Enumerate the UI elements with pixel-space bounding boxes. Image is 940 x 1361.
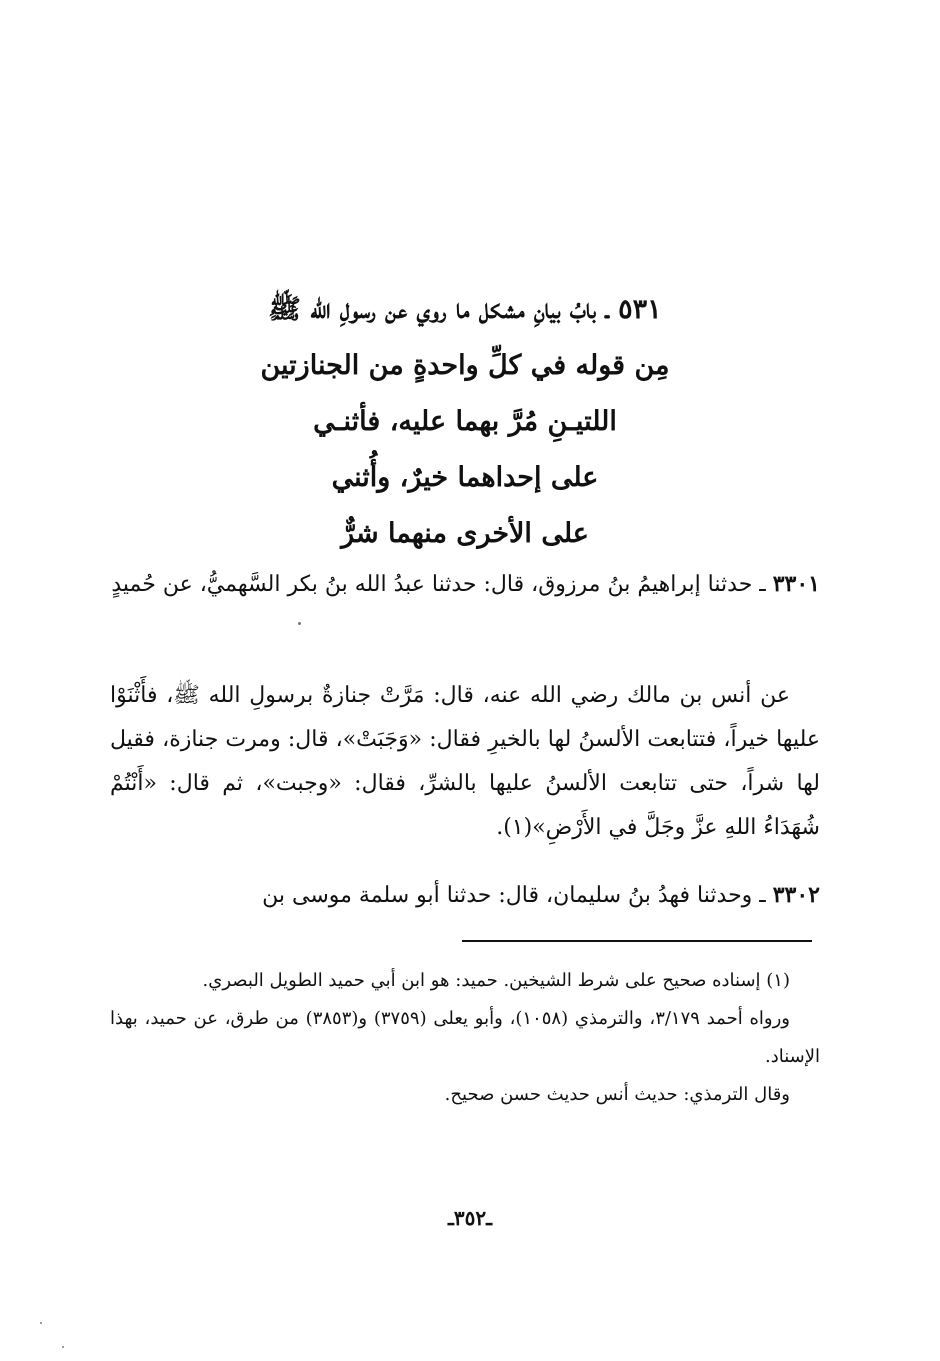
- hadith-chain-text: ـ وحدثنا فهدُ بنُ سليمان، قال: حدثنا أبو سلمة موسى بن: [262, 883, 766, 908]
- hadith-number: ٣٣٠١: [772, 571, 820, 597]
- chapter-heading-line-5: على الأخرى منهما شرٌّ: [341, 518, 589, 549]
- hadith-3301-matn: عن أنس بن مالك رضي الله عنه، قال: مَرَّتْ جنازةٌ برسولِ الله ﷺ، فأَثْنَوْا عليها خيراً، فتتابعت الألسنُ لها بالخيرِ فقال: «وَجَبَتْ»، قال: ومرت جنازة، فقيل لها شراً، حتى تتابعت الألسنُ عليها بالشرِّ، فقال: «وجبت»، ثم قال: «أَنْتُمْ شُهَدَاءُ اللهِ عزَّ وجَلَّ في الأَرْضِ»(١).: [110, 683, 820, 840]
- hadith-number: ٣٣٠٢: [772, 882, 820, 908]
- footnote-divider: [462, 940, 812, 942]
- scan-speck: [62, 1346, 64, 1348]
- chapter-heading-line-3: اللتيـنِ مُرَّ بهما عليه، فأثنـي: [313, 406, 617, 437]
- chapter-heading-line-4: على إحداهما خيرٌ، وأُثني: [331, 462, 599, 493]
- page-number: ـ٣٥٢ـ: [448, 1206, 492, 1230]
- footnote-1: (١) إسناده صحيح على شرط الشيخين. حميد: هو ابن أبي حميد الطويل البصري.: [202, 970, 790, 991]
- hadith-chain-text: ـ حدثنا إبراهيمُ بنُ مرزوق، قال: حدثنا عبدُ الله بنُ بكر السَّهميُّ، عن حُميدٍ: [111, 572, 766, 597]
- chapter-heading-line-2: مِن قوله في كلِّ واحدةٍ من الجنازتين: [260, 350, 670, 381]
- scan-speck: [40, 1322, 42, 1324]
- hadith-3302-isnad: [110, 873, 820, 918]
- chapter-heading: [110, 282, 820, 562]
- chapter-heading-line-1: ٥٣١ ـ بابُ بيانِ مشكل ما روي عن رسولِ الله ﷺ: [268, 294, 662, 325]
- footnote-2: ورواه أحمد ٣/١٧٩، والترمذي (١٠٥٨)، وأبو يعلى (٣٧٥٩) و(٣٨٥٣) من طرق، عن حميد، بهذا الإسناد.: [110, 1008, 820, 1067]
- scan-speck: [298, 622, 301, 625]
- footnotes: [110, 962, 820, 1114]
- footnote-3: وقال الترمذي: حديث أنس حديث حسن صحيح.: [444, 1084, 790, 1105]
- hadith-3301-isnad: [110, 562, 820, 607]
